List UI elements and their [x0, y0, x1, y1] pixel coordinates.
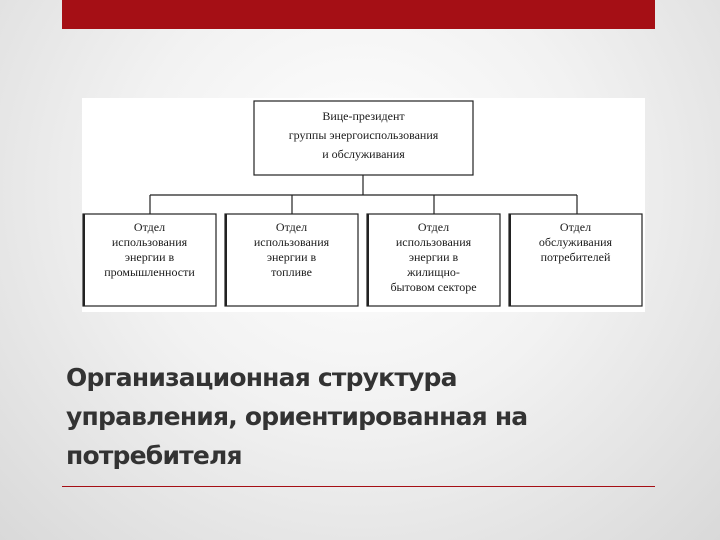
- dept-line: Отдел: [417, 220, 450, 234]
- dept-line: использования: [253, 235, 330, 249]
- dept-line: обслуживания: [538, 235, 613, 249]
- dept-line: жилищно-: [407, 265, 460, 279]
- dept-line: Отдел: [275, 220, 308, 234]
- slide-title-line: управления, ориентированная на: [66, 402, 528, 431]
- root-box-text: [254, 107, 473, 164]
- dept-line: потребителей: [540, 250, 611, 264]
- root-line: и обслуживания: [322, 147, 405, 161]
- slide-title-line: Организационная структура: [66, 363, 457, 392]
- dept-box-1-text: [83, 220, 216, 280]
- dept-line: использования: [111, 235, 188, 249]
- org-chart-panel: [82, 98, 645, 312]
- root-line: Вице-президент: [322, 109, 405, 123]
- dept-line: использования: [395, 235, 472, 249]
- root-line: группы энергоиспользования: [288, 128, 439, 142]
- dept-line: энергии в: [266, 250, 317, 264]
- dept-box-3-text: [367, 220, 500, 295]
- slide-title-line: потребителя: [66, 441, 242, 470]
- dept-line: бытовом секторе: [390, 280, 477, 294]
- dept-line: энергии в: [408, 250, 459, 264]
- dept-line: топливе: [271, 265, 312, 279]
- dept-box-2-text: [225, 220, 358, 280]
- slide-title: [66, 358, 666, 475]
- dept-line: Отдел: [133, 220, 166, 234]
- dept-line: Отдел: [559, 220, 592, 234]
- dept-line: энергии в: [124, 250, 175, 264]
- dept-box-4-text: [509, 220, 642, 265]
- top-accent-bar: [62, 0, 655, 29]
- dept-line: промышленности: [104, 265, 195, 279]
- title-underline: [62, 486, 655, 487]
